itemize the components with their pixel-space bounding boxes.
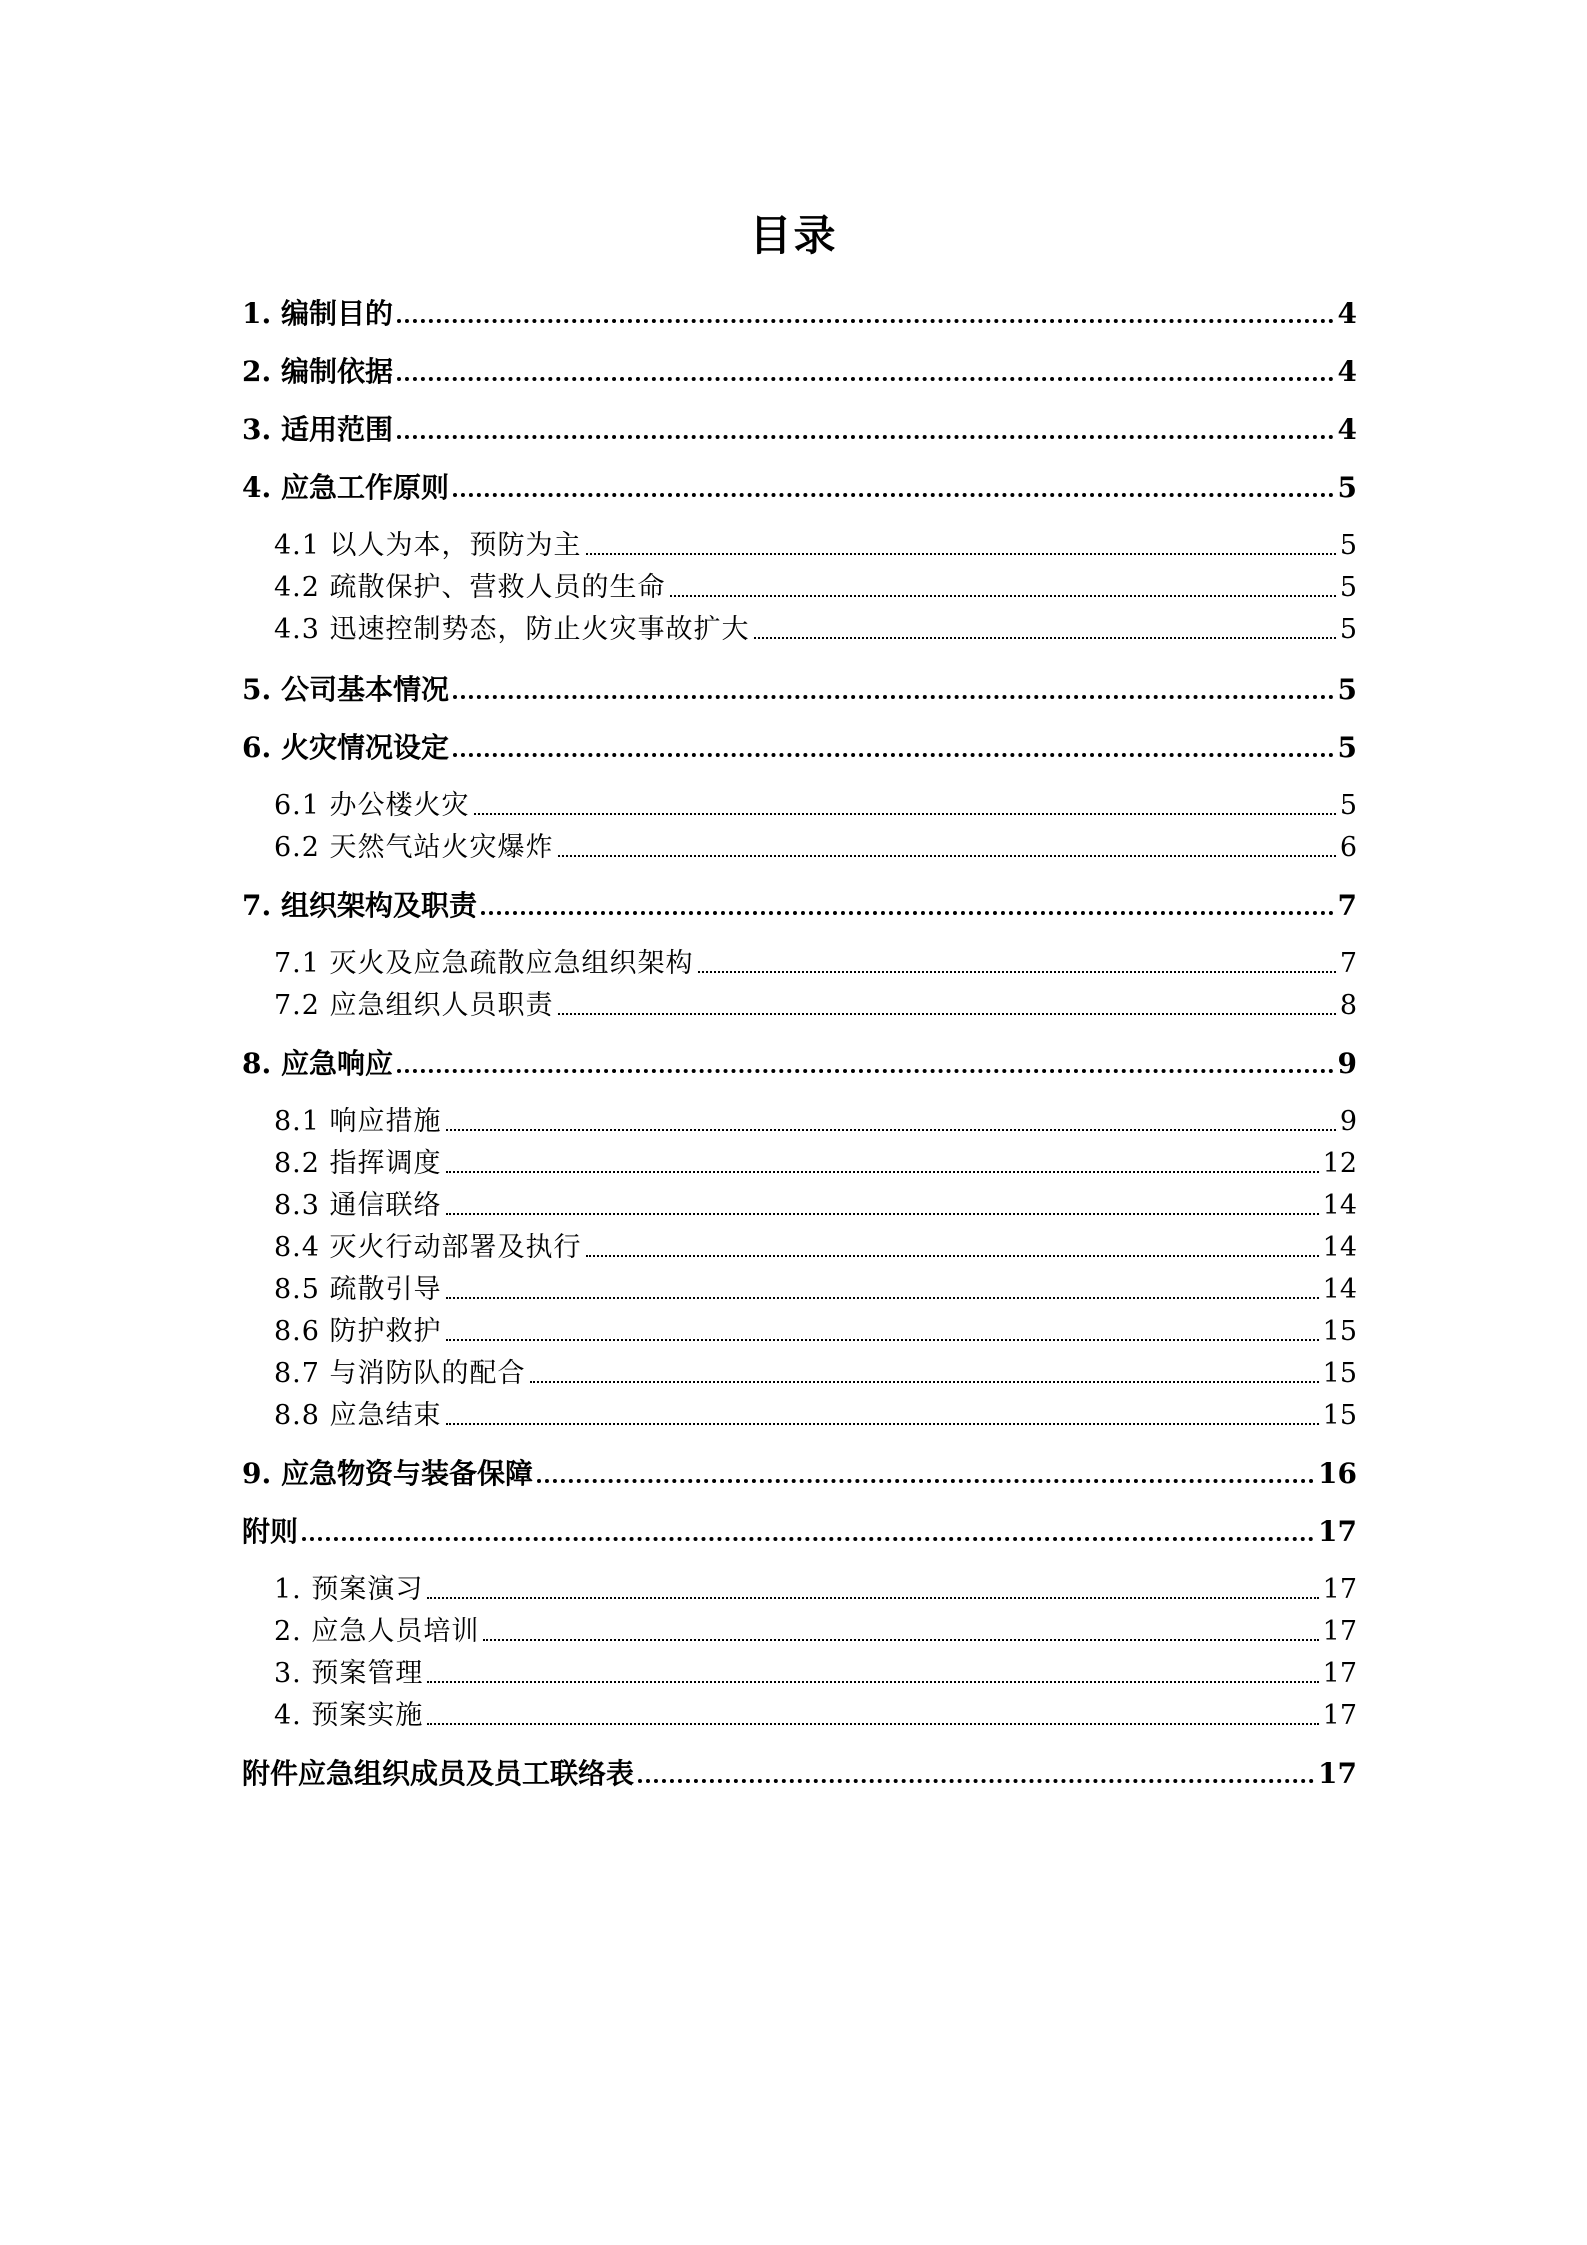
toc-entry-title: 2. 编制依据 (242, 355, 393, 388)
toc-page-number: 15 (1322, 1316, 1357, 1347)
toc-page-number: 5 (1339, 790, 1357, 821)
toc-page-number: 5 (1337, 673, 1357, 706)
toc-entry-title: 8.4 灭火行动部署及执行 (274, 1232, 582, 1263)
toc-entry-level-2[interactable] (274, 1352, 1357, 1392)
toc-entry-title: 6.2 天然气站火灾爆炸 (274, 832, 554, 863)
toc-dot-leader (474, 813, 1336, 815)
toc-page-number: 14 (1322, 1232, 1357, 1263)
toc-page-number: 5 (1337, 731, 1357, 764)
toc-page-number: 7 (1339, 948, 1357, 979)
toc-entry-level-2[interactable] (274, 1184, 1357, 1224)
toc-page-number: 17 (1322, 1658, 1357, 1689)
toc-page-number: 16 (1318, 1457, 1357, 1490)
toc-dot-leader (427, 1723, 1318, 1725)
toc-dot-leader (446, 1423, 1319, 1425)
toc-entry-title: 4.1 以人为本，预防为主 (274, 530, 582, 561)
toc-entry-title: 9. 应急物资与装备保障 (242, 1457, 533, 1490)
toc-page-number: 7 (1337, 889, 1357, 922)
toc-dot-leader (537, 1479, 1314, 1483)
toc-dot-leader (586, 553, 1336, 555)
toc-entry-level-1[interactable] (242, 668, 1357, 708)
toc-entry-level-2[interactable] (274, 1100, 1357, 1140)
toc-entry-title: 8.5 疏散引导 (274, 1274, 442, 1305)
toc-page-number: 17 (1322, 1616, 1357, 1647)
toc-entry-title: 7.1 灭火及应急疏散应急组织架构 (274, 948, 694, 979)
toc-dot-leader (302, 1537, 1314, 1541)
toc-page-number: 15 (1322, 1358, 1357, 1389)
toc-page-number: 15 (1322, 1400, 1357, 1431)
toc-page-number: 17 (1322, 1700, 1357, 1731)
toc-page-number: 5 (1339, 530, 1357, 561)
toc-entry-level-1[interactable] (242, 408, 1357, 448)
toc-entry-level-2[interactable] (274, 1394, 1357, 1434)
toc-page-number: 17 (1322, 1574, 1357, 1605)
toc-dot-leader (558, 1013, 1336, 1015)
toc-page-number: 4 (1337, 297, 1357, 330)
toc-entry-title: 7. 组织架构及职责 (242, 889, 477, 922)
toc-entry-title: 3. 预案管理 (274, 1658, 424, 1689)
toc-entry-title: 5. 公司基本情况 (242, 673, 449, 706)
toc-entry-title: 1. 编制目的 (242, 297, 393, 330)
toc-dot-leader (754, 637, 1336, 639)
toc-entry-level-1[interactable] (242, 292, 1357, 332)
toc-entry-level-1[interactable] (242, 1752, 1357, 1792)
toc-entry-title: 8. 应急响应 (242, 1047, 393, 1080)
toc-entry-level-1[interactable] (242, 726, 1357, 766)
toc-entry-level-1[interactable] (242, 466, 1357, 506)
toc-dot-leader (453, 753, 1334, 757)
toc-entry-level-2[interactable] (274, 608, 1357, 648)
toc-entry-level-2[interactable] (274, 1226, 1357, 1266)
toc-page-number: 17 (1318, 1757, 1357, 1790)
toc-dot-leader (483, 1639, 1318, 1641)
toc-entry-level-1[interactable] (242, 1452, 1357, 1492)
toc-entry-title: 8.7 与消防队的配合 (274, 1358, 526, 1389)
toc-page-number: 9 (1339, 1106, 1357, 1137)
toc-dot-leader (446, 1171, 1319, 1173)
toc-page-number: 14 (1322, 1274, 1357, 1305)
toc-entry-level-2[interactable] (274, 1268, 1357, 1308)
toc-dot-leader (698, 971, 1336, 973)
toc-entry-title: 4. 预案实施 (274, 1700, 424, 1731)
toc-entry-title: 附则 (242, 1515, 299, 1548)
toc-dot-leader (397, 1069, 1334, 1073)
toc-entry-title: 6. 火灾情况设定 (242, 731, 449, 764)
toc-entry-level-2[interactable] (274, 1652, 1357, 1692)
toc-page-number: 9 (1337, 1047, 1357, 1080)
toc-dot-leader (397, 435, 1334, 439)
toc-page-number: 5 (1339, 572, 1357, 603)
toc-dot-leader (397, 319, 1334, 323)
toc-entry-title: 6.1 办公楼火灾 (274, 790, 470, 821)
toc-dot-leader (427, 1681, 1318, 1683)
toc-entry-level-2[interactable] (274, 1142, 1357, 1182)
toc-entry-title: 附件应急组织成员及员工联络表 (242, 1757, 635, 1790)
toc-page-number: 4 (1337, 413, 1357, 446)
toc-entry-title: 8.3 通信联络 (274, 1190, 442, 1221)
toc-entry-level-1[interactable] (242, 1510, 1357, 1550)
toc-dot-leader (453, 493, 1334, 497)
toc-dot-leader (558, 855, 1336, 857)
toc-entry-level-2[interactable] (274, 826, 1357, 866)
toc-dot-leader (446, 1339, 1319, 1341)
toc-entry-title: 8.8 应急结束 (274, 1400, 442, 1431)
toc-entry-title: 4.2 疏散保护、营救人员的生命 (274, 572, 666, 603)
toc-dot-leader (446, 1297, 1319, 1299)
toc-entry-level-1[interactable] (242, 350, 1357, 390)
toc-page-number: 5 (1337, 471, 1357, 504)
toc-dot-leader (530, 1381, 1319, 1383)
toc-entry-level-2[interactable] (274, 984, 1357, 1024)
toc-entry-level-2[interactable] (274, 784, 1357, 824)
toc-dot-leader (397, 377, 1334, 381)
toc-entry-level-2[interactable] (274, 1694, 1357, 1734)
toc-dot-leader (446, 1129, 1336, 1131)
toc-entry-level-2[interactable] (274, 1610, 1357, 1650)
toc-dot-leader (670, 595, 1336, 597)
toc-dot-leader (453, 695, 1334, 699)
toc-entry-title: 1. 预案演习 (274, 1574, 424, 1605)
toc-entry-level-2[interactable] (274, 1310, 1357, 1350)
toc-page-number: 4 (1337, 355, 1357, 388)
toc-dot-leader (427, 1597, 1318, 1599)
toc-entry-title: 4.3 迅速控制势态，防止火灾事故扩大 (274, 614, 750, 645)
toc-dot-leader (586, 1255, 1319, 1257)
toc-entry-title: 8.6 防护救护 (274, 1316, 442, 1347)
toc-entry-level-1[interactable] (242, 884, 1357, 924)
toc-dot-leader (446, 1213, 1319, 1215)
toc-page-number: 8 (1339, 990, 1357, 1021)
toc-page-number: 6 (1339, 832, 1357, 863)
toc-page-number: 5 (1339, 614, 1357, 645)
toc-dot-leader (638, 1779, 1314, 1783)
toc-entry-level-2[interactable] (274, 524, 1357, 564)
page-title: 目录 (749, 211, 838, 260)
toc-page-number: 12 (1322, 1148, 1357, 1179)
toc-entry-title: 4. 应急工作原则 (242, 471, 449, 504)
toc-entry-level-1[interactable] (242, 1042, 1357, 1082)
toc-page-number: 14 (1322, 1190, 1357, 1221)
toc-entry-level-2[interactable] (274, 566, 1357, 606)
toc-entry-title: 2. 应急人员培训 (274, 1616, 480, 1647)
toc-page-number: 17 (1318, 1515, 1357, 1548)
toc-entry-title: 8.2 指挥调度 (274, 1148, 442, 1179)
toc-dot-leader (481, 911, 1334, 915)
toc-entry-level-2[interactable] (274, 1568, 1357, 1608)
toc-entry-title: 3. 适用范围 (242, 413, 393, 446)
toc-entry-level-2[interactable] (274, 942, 1357, 982)
toc-entry-title: 7.2 应急组织人员职责 (274, 990, 554, 1021)
toc-entry-title: 8.1 响应措施 (274, 1106, 442, 1137)
